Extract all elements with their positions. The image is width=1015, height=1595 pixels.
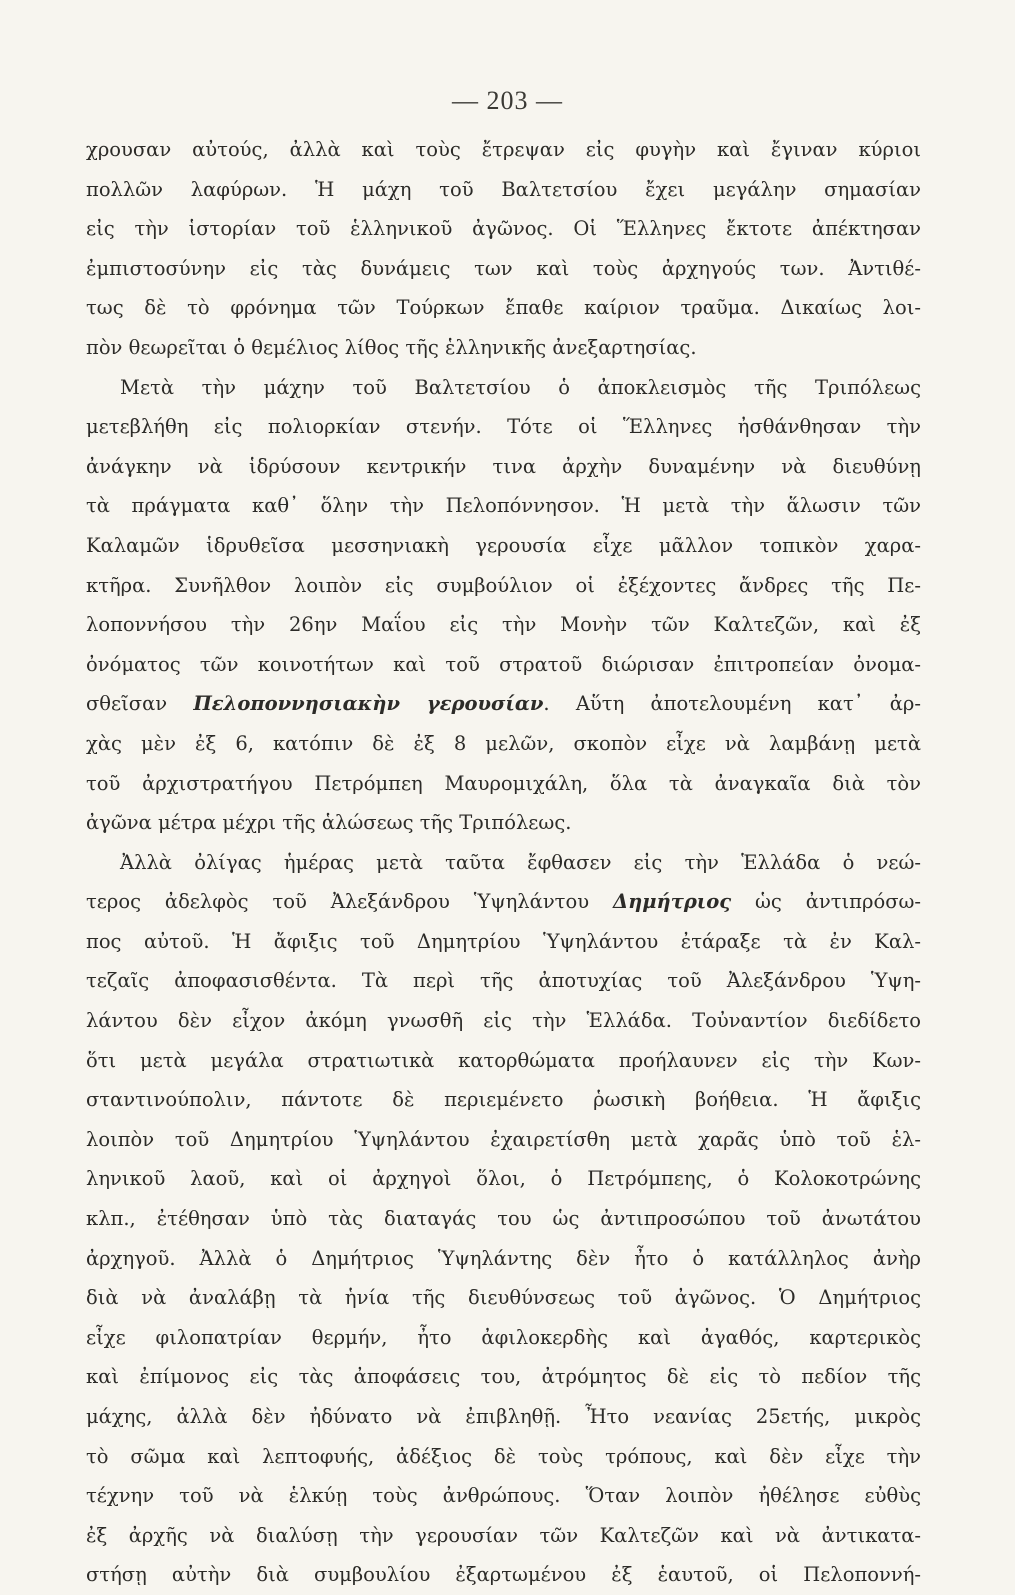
text-line <box>86 684 921 724</box>
text-line: πολλῶν λαφύρων. Ἡ μάχη τοῦ Βαλτετσίου ἔχει μεγάλην σημασίαν <box>86 177 921 201</box>
text-segment: . Αὕτη ἀποτελουμένη κατ᾽ ἀρ- <box>543 692 921 716</box>
text-line: σταντινούπολιν, πάντοτε δὲ περιεμένετο ῥωσικὴ βοήθεια. Ἡ ἄφιξις <box>86 1088 921 1112</box>
text-line: εἰς τὴν ἱστορίαν τοῦ ἑλληνικοῦ ἀγῶνος. Οἱ Ἕλληνες ἔκτοτε ἀπέκτησαν <box>86 217 921 241</box>
text-segment: σθεῖσαν <box>86 692 194 716</box>
text-line: ληνικοῦ λαοῦ, καὶ οἱ ἀρχηγοὶ ὅλοι, ὁ Πετρόμπεης, ὁ Κολοκοτρώνης <box>86 1167 921 1191</box>
text-line: λοποννήσου τὴν 26ην Μαΐου εἰς τὴν Μονὴν τῶν Καλτεζῶν, καὶ ἐξ <box>86 613 921 637</box>
text-line: μετεβλήθη εἰς πολιορκίαν στενήν. Τότε οἱ Ἕλληνες ἠσθάνθησαν τὴν <box>86 415 921 439</box>
text-line: ἀγῶνα μέτρα μέχρι τῆς ἁλώσεως τῆς Τριπόλεως. <box>86 811 572 835</box>
text-line: τως δὲ τὸ φρόνημα τῶν Τούρκων ἔπαθε καίριον τραῦμα. Δικαίως λοι- <box>86 296 921 320</box>
text-line: πος αὐτοῦ. Ἡ ἄφιξις τοῦ Δημητρίου Ὑψηλάντου ἐτάραξε τὰ ἐν Καλ- <box>86 929 921 953</box>
text-line: καὶ ἐπίμονος εἰς τὰς ἀποφάσεις του, ἀτρόμητος δὲ εἰς τὸ πεδίον τῆς <box>86 1365 921 1389</box>
text-line: χρουσαν αὐτούς, ἀλλὰ καὶ τοὺς ἔτρεψαν εἰς φυγὴν καὶ ἔγιναν κύριοι <box>86 138 921 161</box>
text-segment: τερος ἀδελφὸς τοῦ Ἀλεξάνδρου Ὑψηλάντου <box>86 890 613 914</box>
text-line: λάντου δὲν εἶχον ἀκόμη γνωσθῆ εἰς τὴν Ἑλλάδα. Τοὐναντίον διεδίδετο <box>86 1009 921 1033</box>
text-line <box>86 882 921 922</box>
text-line: ἐξ ἀρχῆς νὰ διαλύσῃ τὴν γερουσίαν τῶν Καλτεζῶν καὶ νὰ ἀντικατα- <box>86 1523 921 1547</box>
text-body <box>86 130 921 1595</box>
text-segment: ὡς ἀντιπρόσω- <box>731 890 921 914</box>
text-line: λοιπὸν τοῦ Δημητρίου Ὑψηλάντου ἐχαιρετίσθη μετὰ χαρᾶς ὑπὸ τοῦ ἑλ- <box>86 1127 921 1151</box>
text-line: τὸ σῶμα καὶ λεπτοφυής, ἀδέξιος δὲ τοὺς τρόπους, καὶ δὲν εἶχε τὴν <box>86 1444 921 1468</box>
text-line: Ἀλλὰ ὀλίγας ἡμέρας μετὰ ταῦτα ἔφθασεν εἰς τὴν Ἑλλάδα ὁ νεώ- <box>120 850 921 874</box>
text-line: χὰς μὲν ἐξ 6, κατόπιν δὲ ἐξ 8 μελῶν, σκοπὸν εἶχε νὰ λαμβάνῃ μετὰ <box>86 731 921 755</box>
text-line: εἶχε φιλοπατρίαν θερμήν, ἦτο ἀφιλοκερδὴς καὶ ἀγαθός, καρτερικὸς <box>86 1325 921 1349</box>
text-line: ὀνόματος τῶν κοινοτήτων καὶ τοῦ στρατοῦ διώρισαν ἐπιτροπείαν ὀνομα- <box>86 652 921 676</box>
text-line: τοῦ ἀρχιστρατήγου Πετρόμπεη Μαυρομιχάλη, ὅλα τὰ ἀναγκαῖα διὰ τὸν <box>86 771 921 795</box>
text-line: ἐμπιστοσύνην εἰς τὰς δυνάμεις των καὶ τοὺς ἀρχηγούς των. Ἀντιθέ- <box>86 256 921 280</box>
text-line: τὰ πράγματα καθ᾽ ὅλην τὴν Πελοπόννησον. Ἡ μετὰ τὴν ἅλωσιν τῶν <box>86 494 921 518</box>
text-line: ὅτι μετὰ μεγάλα στρατιωτικὰ κατορθώματα προήλαυνεν εἰς τὴν Κων- <box>86 1048 921 1072</box>
text-line: στήσῃ αὐτὴν διὰ συμβουλίου ἐξαρτωμένου ἐξ ἑαυτοῦ, οἱ Πελοποννή- <box>86 1563 921 1587</box>
emphasized-term: Πελοποννησιακὴν γερουσίαν <box>193 692 544 716</box>
page-number: — 203 — <box>452 86 563 115</box>
text-line: πὸν θεωρεῖται ὁ θεμέλιος λίθος τῆς ἑλληνικῆς ἀνεξαρτησίας. <box>86 335 697 359</box>
text-line: κλπ., ἐτέθησαν ὑπὸ τὰς διαταγάς του ὡς ἀντιπροσώπου τοῦ ἀνωτάτου <box>86 1207 921 1231</box>
text-line: Μετὰ τὴν μάχην τοῦ Βαλτετσίου ὁ ἀποκλεισμὸς τῆς Τριπόλεως <box>120 375 921 399</box>
text-line: κτῆρα. Συνῆλθον λοιπὸν εἰς συμβούλιον οἱ ἐξέχοντες ἄνδρες τῆς Πε- <box>86 573 921 597</box>
text-line: ἀνάγκην νὰ ἱδρύσουν κεντρικήν τινα ἀρχὴν δυναμένην νὰ διευθύνῃ <box>86 454 921 478</box>
text-line: διὰ νὰ ἀναλάβῃ τὰ ἡνία τῆς διευθύνσεως τοῦ ἀγῶνος. Ὁ Δημήτριος <box>86 1286 921 1310</box>
text-line: Καλαμῶν ἱδρυθεῖσα μεσσηνιακὴ γερουσία εἶχε μᾶλλον τοπικὸν χαρα- <box>86 533 921 557</box>
text-line: μάχης, ἀλλὰ δὲν ἠδύνατο νὰ ἐπιβληθῇ. Ἦτο νεανίας 25ετής, μικρὸς <box>86 1405 921 1428</box>
emphasized-term: Δημήτριος <box>612 890 732 914</box>
text-line: ἀρχηγοῦ. Ἀλλὰ ὁ Δημήτριος Ὑψηλάντης δὲν ἦτο ὁ κατάλληλος ἀνὴρ <box>86 1246 921 1270</box>
text-line: τέχνην τοῦ νὰ ἑλκύῃ τοὺς ἀνθρώπους. Ὅταν λοιπὸν ἠθέλησε εὐθὺς <box>86 1484 921 1508</box>
text-line: τεζαῖς ἀποφασισθέντα. Τὰ περὶ τῆς ἀποτυχίας τοῦ Ἀλεξάνδρου Ὑψη- <box>86 969 921 993</box>
